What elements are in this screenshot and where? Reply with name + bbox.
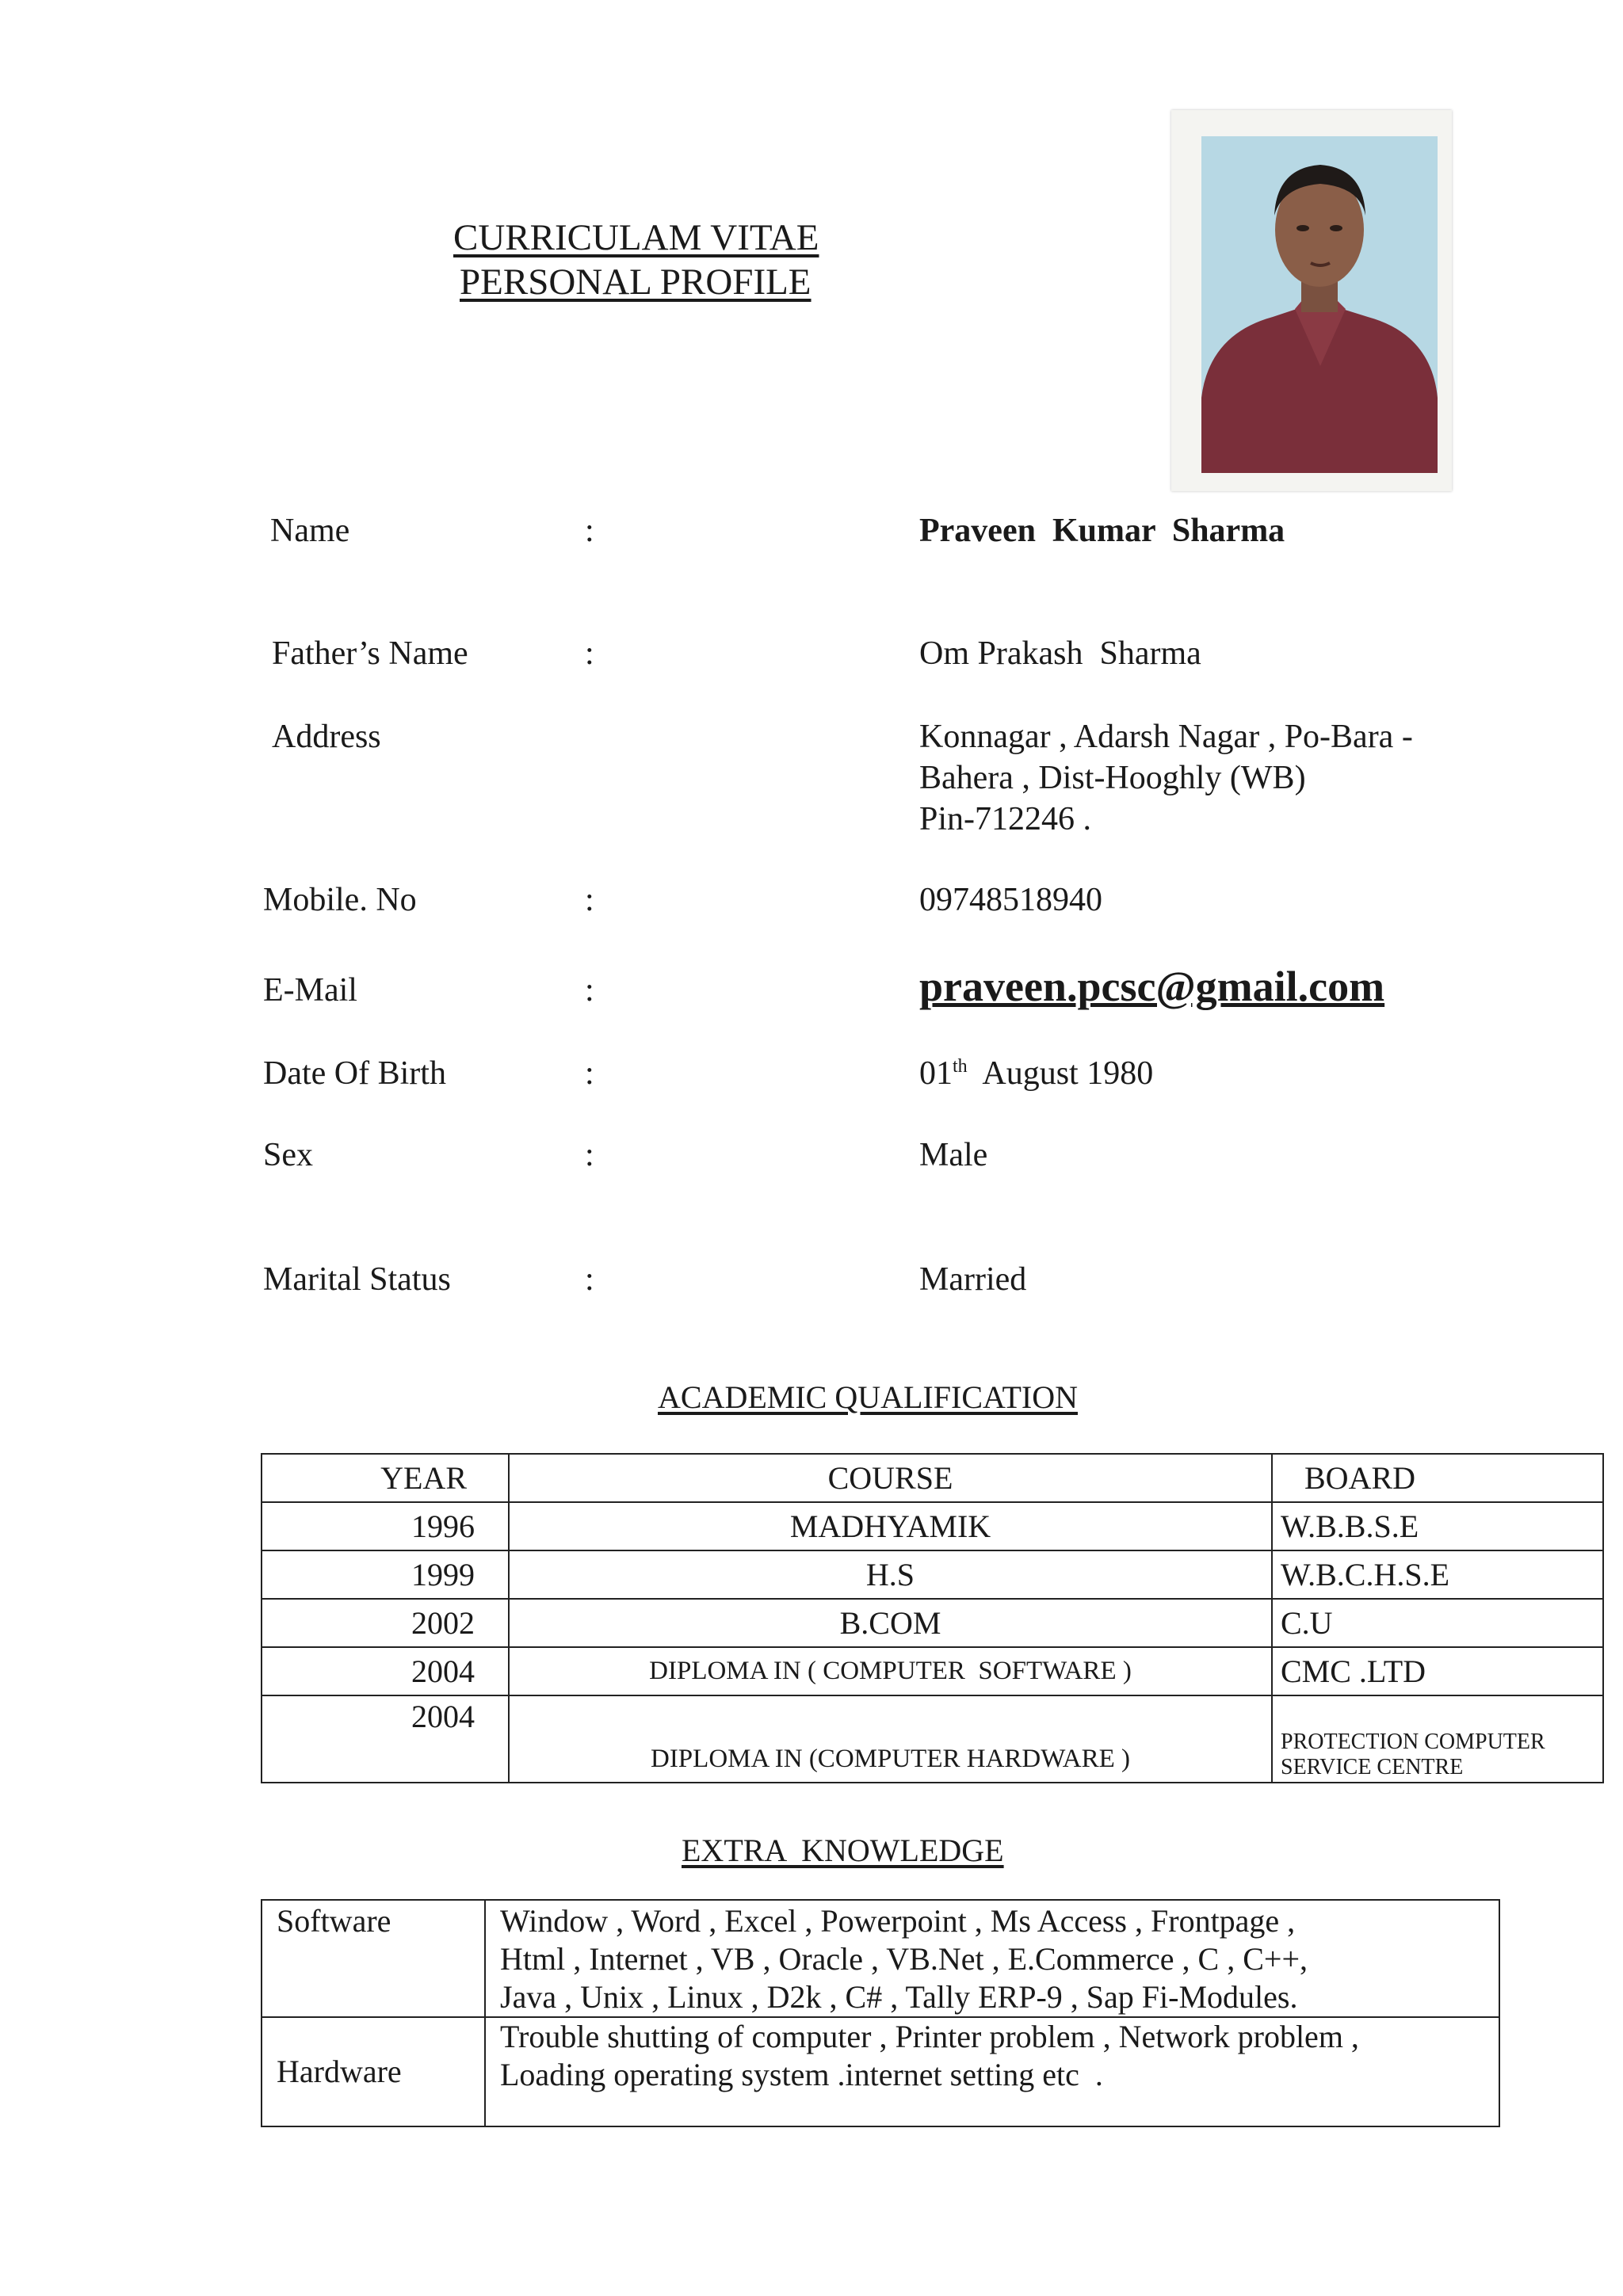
- sex-colon: :: [585, 1137, 594, 1173]
- board-cell: C.U: [1272, 1599, 1603, 1647]
- email-label: E-Mail: [263, 972, 357, 1009]
- table-row: [262, 2017, 1499, 2126]
- profile-title: PERSONAL PROFILE: [460, 261, 812, 303]
- table-row: [262, 1647, 1603, 1695]
- extra-knowledge-table: [261, 1899, 1500, 2127]
- board-cell: W.B.C.H.S.E: [1272, 1550, 1603, 1599]
- software-line-2: Html , Internet , VB , Oracle , VB.Net , E.Commerce , C , C++,: [500, 1941, 1308, 1977]
- address-line-2: Bahera , Dist-Hooghly (WB): [919, 760, 1306, 796]
- marital-status-label: Marital Status: [263, 1261, 451, 1298]
- course-cell: B.COM: [509, 1599, 1272, 1647]
- dob-value: [919, 1054, 1153, 1093]
- email-link[interactable]: praveen.pcsc@gmail.com: [919, 963, 1385, 1010]
- sex-value: Male: [919, 1137, 988, 1173]
- academic-section-title: ACADEMIC QUALIFICATION: [658, 1379, 1078, 1415]
- board-cell: W.B.B.S.E: [1272, 1502, 1603, 1550]
- dob-day: 01: [919, 1055, 953, 1092]
- hardware-list: [485, 2017, 1499, 2126]
- name-label: Name: [270, 513, 350, 549]
- father-name-label: Father’s Name: [272, 635, 468, 672]
- board-cell: CMC .LTD: [1272, 1647, 1603, 1695]
- dob-suffix: th: [953, 1056, 968, 1077]
- person-portrait-icon: [1201, 136, 1438, 473]
- table-row: [262, 1502, 1603, 1550]
- father-name-value: Om Prakash Sharma: [919, 635, 1201, 672]
- hardware-line-2: Loading operating system .internet setting etc .: [500, 2057, 1103, 2092]
- board-header: BOARD: [1272, 1454, 1603, 1502]
- year-cell: 1999: [262, 1550, 509, 1599]
- dob-month-year: August 1980: [982, 1055, 1154, 1092]
- cv-title: CURRICULAM VITAE: [453, 217, 819, 258]
- course-cell: DIPLOMA IN ( COMPUTER SOFTWARE ): [509, 1647, 1272, 1695]
- address-line-1: Konnagar , Adarsh Nagar , Po-Bara -: [919, 719, 1413, 755]
- table-row: [262, 1900, 1499, 2017]
- father-name-colon: :: [585, 635, 594, 672]
- software-list: [485, 1900, 1499, 2017]
- address-label: Address: [272, 719, 381, 755]
- year-cell: 2004: [262, 1695, 509, 1783]
- year-cell: 1996: [262, 1502, 509, 1550]
- table-row: [262, 1695, 1603, 1783]
- software-label: Software: [262, 1900, 485, 2017]
- name-colon: :: [585, 513, 594, 549]
- course-header: COURSE: [509, 1454, 1272, 1502]
- software-line-1: Window , Word , Excel , Powerpoint , Ms Access , Frontpage ,: [500, 1903, 1296, 1939]
- course-cell: MADHYAMIK: [509, 1502, 1272, 1550]
- dob-label: Date Of Birth: [263, 1055, 446, 1092]
- name-value: Praveen Kumar Sharma: [919, 513, 1285, 549]
- address-line-3: Pin-712246 .: [919, 801, 1092, 837]
- hardware-line-1: Trouble shutting of computer , Printer problem , Network problem ,: [500, 2019, 1359, 2054]
- course-cell: DIPLOMA IN (COMPUTER HARDWARE ): [509, 1695, 1272, 1783]
- hardware-label: Hardware: [262, 2017, 485, 2126]
- extra-knowledge-title: EXTRA KNOWLEDGE: [682, 1833, 1004, 1868]
- email-colon: :: [585, 972, 594, 1009]
- profile-photo: [1171, 110, 1452, 491]
- course-cell: H.S: [509, 1550, 1272, 1599]
- year-cell: 2002: [262, 1599, 509, 1647]
- board-line-1: PROTECTION COMPUTER: [1281, 1729, 1545, 1754]
- board-line-2: SERVICE CENTRE: [1281, 1754, 1464, 1779]
- sex-label: Sex: [263, 1137, 313, 1173]
- mobile-colon: :: [585, 882, 594, 918]
- table-row: [262, 1599, 1603, 1647]
- marital-status-colon: :: [585, 1261, 594, 1298]
- marital-status-value: Married: [919, 1261, 1027, 1298]
- mobile-label: Mobile. No: [263, 882, 417, 918]
- year-header: YEAR: [262, 1454, 509, 1502]
- table-header-row: [262, 1454, 1603, 1502]
- dob-colon: :: [585, 1055, 594, 1092]
- board-cell: [1272, 1695, 1603, 1783]
- academic-table: [261, 1453, 1604, 1783]
- software-line-3: Java , Unix , Linux , D2k , C# , Tally ERP-9 , Sap Fi-Modules.: [500, 1979, 1298, 2015]
- year-cell: 2004: [262, 1647, 509, 1695]
- table-row: [262, 1550, 1603, 1599]
- mobile-value: 09748518940: [919, 882, 1102, 918]
